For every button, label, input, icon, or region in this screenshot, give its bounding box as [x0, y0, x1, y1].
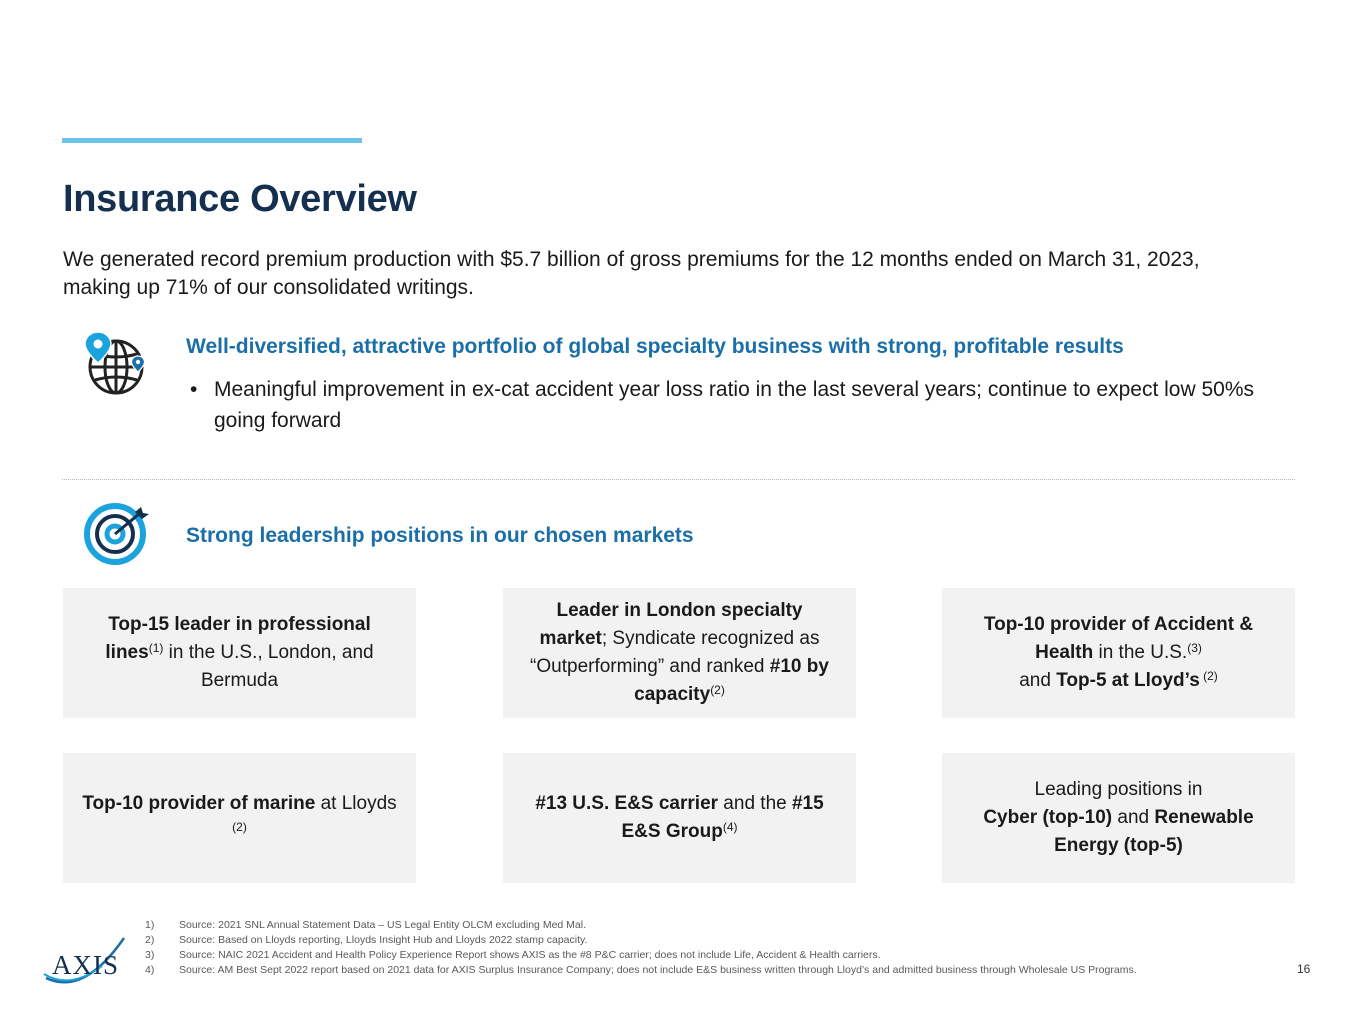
box-bold-text: Top-10 provider of Accident & Health — [983, 614, 1254, 663]
box-bold-text: Top-15 leader in professional lines — [105, 614, 371, 663]
bullet-item — [190, 374, 1294, 436]
leadership-box-accident-health — [942, 588, 1295, 718]
footnotes — [145, 918, 1267, 978]
footnote: 4) Source: AM Best Sept 2022 report based on 2021 data for AXIS Surplus Insurance Company; does not include E&S business written through Lloyd’s and admitted business through Wholesale US Programs. — [145, 964, 1137, 976]
box-footnote-ref: (3) — [1187, 641, 1202, 655]
box-footnote-ref: (4) — [722, 820, 738, 834]
box-bold-text: #13 U.S. E&S carrier — [535, 793, 719, 814]
box-text: and — [1019, 670, 1057, 691]
box-text: in the U.S. — [1093, 642, 1188, 663]
box-bold-text: Leader in London specialty market — [539, 600, 803, 649]
section-divider — [62, 479, 1295, 480]
box-bold-text: Top-5 at Lloyd’s — [1056, 670, 1200, 691]
box-footnote-ref: (2) — [710, 683, 725, 697]
leadership-box-professional-lines — [63, 588, 416, 718]
box-text: at Lloyds — [315, 793, 397, 814]
title-accent-bar — [62, 138, 362, 143]
box-text: Leading positions in — [1034, 779, 1203, 800]
leadership-box-cyber-renewable — [942, 753, 1295, 883]
footnote: 3) Source: NAIC 2021 Accident and Health Policy Experience Report shows AXIS as the #8 P&C carrier; does not include Life, Accident & Health carriers. — [145, 949, 881, 961]
box-bold-text: Renewable Energy (top-5) — [1054, 807, 1254, 856]
leadership-box-es-carrier — [503, 753, 856, 883]
bullet-text: Meaningful improvement in ex-cat accident year loss ratio in the last several years; continue to expect low 50%s going forward — [214, 378, 1255, 432]
globe-pin-icon — [82, 330, 150, 407]
page-title: Insurance Overview — [63, 178, 417, 220]
leadership-box-london-specialty — [503, 588, 856, 718]
footnote: 2) Source: Based on Lloyds reporting, Lloyds Insight Hub and Lloyds 2022 stamp capacity. — [145, 934, 588, 946]
box-text: ; Syndicate recognized as “Outperforming” and ranked — [530, 628, 820, 677]
section-heading-leadership: Strong leadership positions in our chosen markets — [186, 524, 694, 547]
box-bold-text: Cyber (top-10) — [983, 807, 1113, 828]
target-icon — [83, 501, 151, 572]
box-text: and the — [718, 793, 792, 814]
section-heading-portfolio: Well-diversified, attractive portfolio of global specialty business with strong, profitable results — [186, 335, 1124, 358]
footnote: 1) Source: 2021 SNL Annual Statement Data – US Legal Entity OLCM excluding Med Mal. — [145, 919, 586, 931]
box-footnote-ref: (1) — [148, 641, 164, 655]
intro-text: We generated record premium production with $5.7 billion of gross premiums for the 12 months ended on March 31, 2023, making up 71% of our consolidated writings. — [63, 248, 1200, 299]
axis-logo-icon — [40, 932, 130, 999]
box-footnote-ref: (2) — [232, 820, 247, 834]
leadership-box-marine — [63, 753, 416, 883]
axis-logo-text: AXIS — [52, 950, 120, 980]
box-text: and — [1112, 807, 1155, 828]
box-text: in the U.S., London, and Bermuda — [163, 642, 374, 691]
box-bold-text: #15 E&S Group — [621, 793, 824, 842]
box-bold-text: #10 by capacity — [634, 656, 829, 705]
bullet-dot-icon: • — [190, 378, 198, 401]
box-bold-text: Top-10 provider of marine — [82, 793, 316, 814]
page-number: 16 — [1297, 962, 1311, 976]
box-footnote-ref: (2) — [1199, 669, 1218, 683]
